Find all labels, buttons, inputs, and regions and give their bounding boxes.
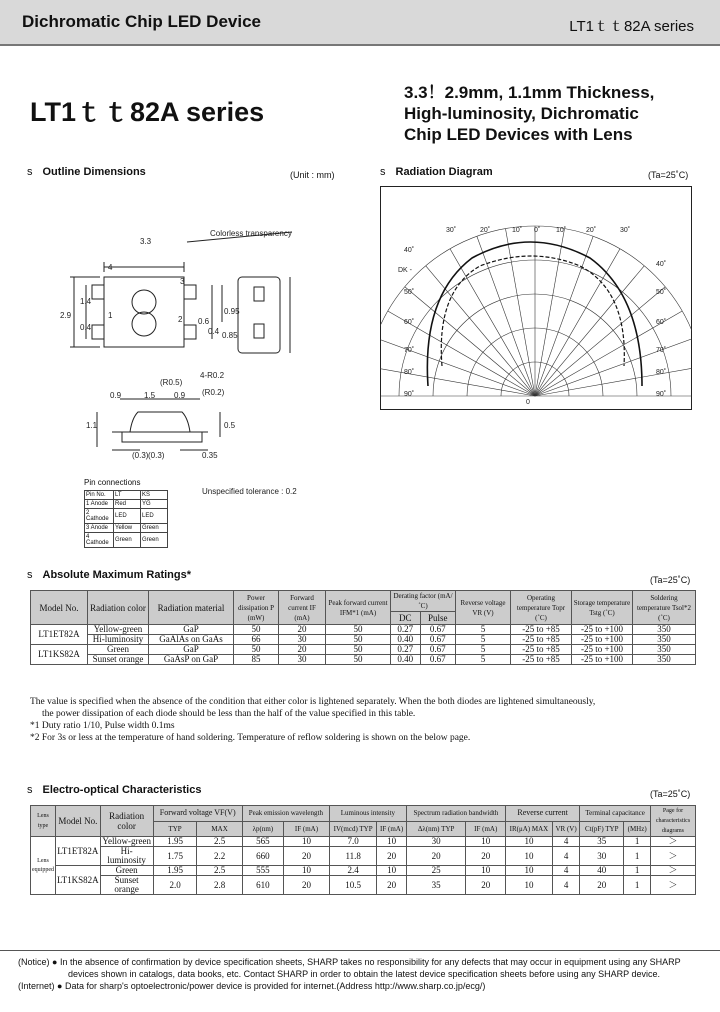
angle-label: 70˚ — [404, 347, 415, 354]
note-line: *2 For 3s or less at the temperature of hand soldering. Temperature of reflow soldering is shown on the below page. — [30, 733, 471, 743]
dim-label: (0.3) — [132, 451, 149, 460]
dim-label: 2 — [178, 315, 183, 324]
dim-label: 0.95 — [224, 307, 240, 316]
angle-label: 40˚ — [656, 261, 667, 268]
dim-label: 4-R0.2 — [200, 371, 225, 380]
dim-label: (0.3) — [148, 451, 165, 460]
table-row: Hi-luminosity 1.75 2.2 660 20 11.8 20 20 20 10 4 30 1 ＞ — [31, 847, 696, 866]
radiation-curve — [427, 242, 642, 386]
dim-label: 0.35 — [202, 451, 218, 460]
radiation-curve — [441, 256, 624, 366]
angle-label: 70˚ — [656, 347, 667, 354]
outline-unit: (Unit : mm) — [290, 170, 335, 180]
table-row: LT1KS82A Green 1.95 2.5 555 10 2.4 10 25 10 10 4 40 1 ＞ — [31, 866, 696, 876]
dim-label: (R0.2) — [202, 388, 225, 397]
angle-label: 20˚ — [480, 227, 491, 234]
dim-label: 1.5 — [144, 391, 156, 400]
polar-grid-ray — [426, 266, 535, 396]
angle-label: 60˚ — [656, 319, 667, 326]
header-title: Dichromatic Chip LED Device — [22, 12, 262, 31]
subtitle-line: 3.3！2.9mm, 1.1mm Thickness, — [404, 83, 655, 102]
angle-label: 30˚ — [620, 227, 631, 234]
page-subtitle — [404, 82, 704, 145]
abs-ratings-notes — [30, 696, 700, 744]
abs-ratings-heading: s Absolute Maximum Ratings* — [27, 569, 192, 581]
outline-drawing — [52, 222, 357, 502]
pin-table: Pin No. LT KS 1 Anode Red YG 2 Cathode LED LED 3 Anode Yellow Green 4 Cathode Green Green — [84, 490, 168, 548]
note-line: The value is specified when the absence of the condition that either color is lightened separately. When the both diodes are lightened simultaneously, — [30, 697, 596, 707]
header-series: LT1ｔｔ82A series — [569, 18, 694, 35]
radiation-condition: (Ta=25˚C) — [648, 170, 689, 180]
table-row: Hi-luminosity GaAlAs on GaAs 66 30 50 0.40 0.67 5 -25 to +85 -25 to +100 350 — [31, 635, 696, 645]
page-header — [0, 0, 720, 46]
dim-label: 3 — [180, 277, 185, 286]
polar-grid-ray — [405, 287, 535, 396]
dim-label: 0.5 — [224, 421, 236, 430]
angle-label: 90˚ — [656, 391, 667, 398]
dim-label: (R0.5) — [160, 378, 183, 387]
table-row: Sunset orange GaAsP on GaP 85 30 50 0.40 0.67 5 -25 to +85 -25 to +100 350 — [31, 655, 696, 665]
dim-label: 0.9 — [174, 391, 186, 400]
angle-label: 30˚ — [446, 227, 457, 234]
radiation-diagram — [380, 186, 692, 410]
note-line: *1 Duty ratio 1/10, Pulse width 0.1ms — [30, 721, 175, 731]
subtitle-line: Chip LED Devices with Lens — [404, 125, 633, 144]
dim-label: Colorless transparency — [210, 229, 292, 238]
table-row: LT1ET82A Yellow-green GaP 50 20 50 0.27 0.67 5 -25 to +85 -25 to +100 350 — [31, 625, 696, 635]
electro-condition: (Ta=25˚C) — [650, 789, 691, 799]
angle-label: 50˚ — [404, 289, 415, 296]
angle-label: 90˚ — [404, 391, 415, 398]
internet-line: (Internet) ● Data for sharp's optoelectronic/power device is provided for internet.(Address http://www.sharp.co.jp/ecg/) — [18, 981, 486, 991]
page-title: LT1ｔｔ82A series — [30, 97, 265, 127]
angle-label: 80˚ — [404, 369, 415, 376]
subtitle-line: High-luminosity, Dichromatic — [404, 104, 639, 123]
dim-label: 2.9 — [60, 311, 72, 320]
tolerance-note: Unspecified tolerance : 0.2 — [202, 487, 297, 496]
dim-label: 0.9 — [110, 391, 122, 400]
table-row: Lens equipped LT1ET82A Yellow-green 1.95 2.5 565 10 7.0 10 30 10 10 4 35 1 ＞ — [31, 837, 696, 847]
dim-label: 0.85 — [222, 331, 238, 340]
radiation-heading: s Radiation Diagram — [380, 166, 493, 178]
dim-label: 4 — [108, 263, 113, 272]
dim-label: 1.4 — [80, 297, 92, 306]
electro-heading: s Electro-optical Characteristics — [27, 784, 202, 796]
angle-label: 10˚ — [556, 227, 567, 234]
outline-heading: s Outline Dimensions — [27, 166, 146, 178]
footer-divider — [0, 950, 720, 951]
footer-notes — [18, 956, 708, 992]
note-line: the power dissipation of each diode should be less than the half of the value specified in this table. — [42, 709, 416, 719]
table-row: LT1KS82A Green GaP 50 20 50 0.27 0.67 5 -25 to +85 -25 to +100 350 — [31, 645, 696, 655]
angle-label: 40˚ — [404, 247, 415, 254]
dim-label: 0.4 — [80, 323, 92, 332]
abs-ratings-table: Model No. Radiation color Radiation material Power dissipation P (mW) Forward current IF (mA) Peak forward current IFM*1 (mA) Derating factor (mA/˚C) Reverse voltage VR (V) Operating temperature Topr (˚C) Storage temperature Tstg (˚C) Soldering temperature Tsol*2 (˚C) DC Pulse LT1ET82A Yellow-green GaP 50 20 50 0.27 0.67 5 -25 to +85 -25 to +100 350 Hi-luminosity GaAlAs on GaAs 66 30 50 0.40 0.67 5 -25 to +85 -25 to +100 350 LT1KS82A Green GaP 50 20 50 0.27 0.67 5 -25 to +85 -25 to +100 350 Sunset orange GaAsP on GaP 85 30 50 0.40 0.67 5 -25 to +85 -25 to +100 350 — [30, 590, 696, 665]
table-row: Sunset orange 2.0 2.8 610 20 10.5 20 35 20 10 4 20 1 ＞ — [31, 876, 696, 895]
polar-grid-ray — [535, 287, 665, 396]
polar-grid-ray — [535, 266, 644, 396]
scale-label: 0 — [526, 399, 530, 406]
notice-line: devices shown in catalogs, data books, etc. Contact SHARP in order to obtain the latest device specification sheets before using any SHARP device. — [68, 969, 661, 979]
dim-label: 3.3 — [140, 237, 152, 246]
angle-label: 20˚ — [586, 227, 597, 234]
pin-connections-label: Pin connections — [84, 478, 141, 487]
angle-label: 60˚ — [404, 319, 415, 326]
angle-label: 0˚ — [534, 227, 541, 234]
abs-ratings-condition: (Ta=25˚C) — [650, 575, 691, 585]
dim-label: 1 — [108, 311, 113, 320]
angle-label: 10˚ — [512, 227, 523, 234]
angle-label: 80˚ — [656, 369, 667, 376]
dim-label: 1.1 — [86, 421, 98, 430]
electro-table: Lens type Model No. Radiation color Forward voltage VF(V) Peak emission wavelength Luminous intensity Spectrum radiation bandwidth Reverse current Terminal capacitance Page for characteristics diagrams TYP MAX λp(nm) IF (mA) IV(mcd) TYP IF (mA) Δλ(nm) TYP IF (mA) IR(μA) MAX VR (V) Ct(pF) TYP (MHz) Lens equipped LT1ET82A Yellow-green 1.95 2.5 565 10 7.0 10 30 10 10 4 35 1 ＞ Hi-luminosity 1.75 2.2 660 20 11.8 20 20 20 10 4 30 1 ＞ LT1KS82A Green 1.95 2.5 555 10 2.4 10 25 10 10 4 40 1 ＞ Sunset orange 2.0 2.8 610 20 10.5 20 35 20 10 4 20 1 ＞ — [30, 805, 696, 895]
table-header-row: Model No. Radiation color Radiation material Power dissipation P (mW) Forward current IF (mA) Peak forward current IFM*1 (mA) Derating factor (mA/˚C) Reverse voltage VR (V) Operating temperature Topr (˚C) Storage temperature Tstg (˚C) Soldering temperature Tsol*2 (˚C) — [31, 591, 696, 612]
notice-line: (Notice) ● In the absence of confirmation by device specification sheets, SHARP takes no responsibility for any defects that may occur in equipment using any SHARP — [18, 957, 681, 967]
dk-label: DK - — [398, 267, 412, 274]
dim-label: 0.4 — [208, 327, 220, 336]
angle-label: 50˚ — [656, 289, 667, 296]
polar-grid-ray — [535, 338, 692, 396]
dim-label: 0.6 — [198, 317, 210, 326]
